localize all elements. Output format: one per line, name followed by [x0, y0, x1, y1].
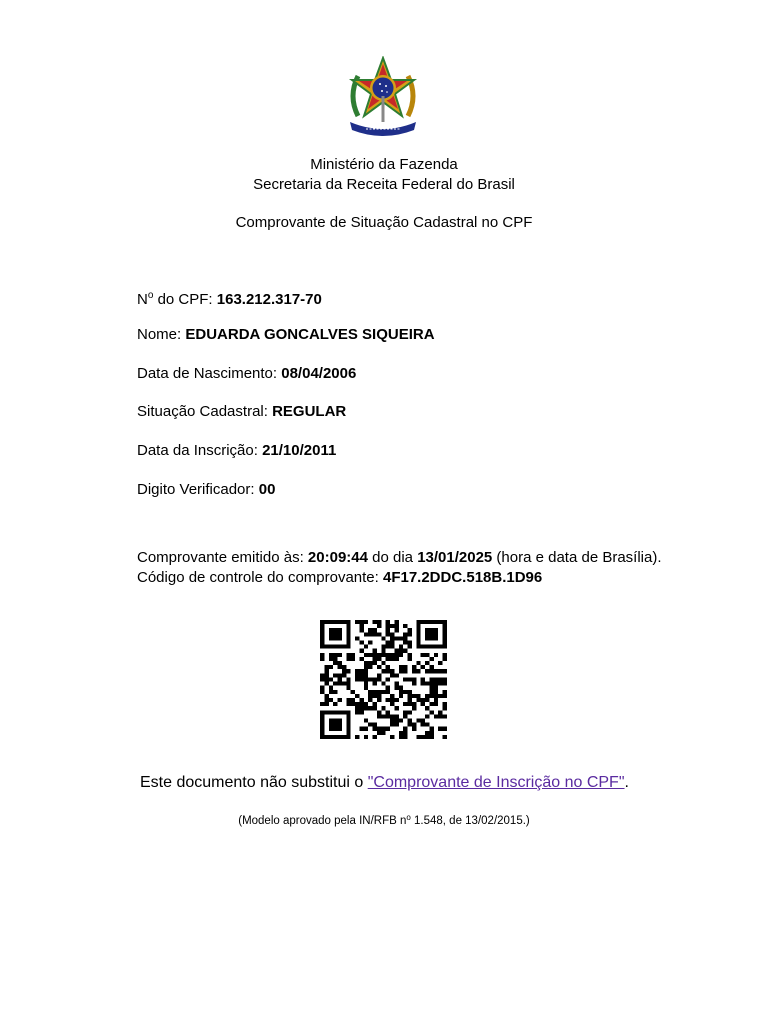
secretariat-title: Secretaria da Receita Federal do Brasil — [253, 176, 515, 193]
check-digit-row — [137, 480, 275, 499]
model-pre: (Modelo aprovado pela IN/RFB n — [238, 815, 407, 827]
model-post: 1.548, de 13/02/2015.) — [410, 815, 530, 827]
emission-row — [137, 548, 662, 567]
control-code: 4F17.2DDC.518B.1D96 — [382, 569, 543, 586]
status-label: Situação Cadastral: — [137, 403, 273, 420]
cpf-label-sup: o — [147, 290, 154, 301]
cpf-value: 163.212.317-70 — [216, 291, 322, 308]
cpf-label-post: do CPF: — [153, 291, 217, 308]
model-sup: o — [406, 813, 411, 822]
emission-date: 13/01/2025 — [417, 549, 493, 566]
name-row — [137, 325, 435, 344]
qr-code — [320, 620, 447, 739]
name-value: EDUARDA GONCALVES SIQUEIRA — [185, 326, 435, 343]
birth-value: 08/04/2006 — [281, 365, 357, 382]
name-label: Nome: — [137, 326, 186, 343]
qr-modules — [320, 620, 447, 739]
status-value: REGULAR — [272, 403, 347, 420]
document-title: Comprovante de Situação Cadastral no CPF — [235, 214, 533, 231]
notice-prefix: Este documento não substitui o — [140, 774, 368, 791]
model-approval-note — [0, 810, 768, 829]
inscription-value: 21/10/2011 — [262, 442, 337, 459]
emission-suffix: (hora e data de Brasília). — [492, 549, 662, 566]
cpf-number-row — [137, 286, 322, 309]
inscription-label: Data da Inscrição: — [137, 442, 263, 459]
digit-value: 00 — [258, 481, 276, 498]
ministry-title: Ministério da Fazenda — [310, 156, 458, 173]
digit-label: Digito Verificador: — [137, 481, 259, 498]
status-row — [137, 402, 346, 421]
notice-row — [140, 773, 629, 793]
control-code-row — [137, 568, 542, 587]
emission-prefix: Comprovante emitido às: — [137, 549, 308, 566]
birth-date-row — [137, 364, 356, 383]
cpf-label-pre: N — [137, 291, 148, 308]
control-label: Código de controle do comprovante: — [137, 569, 383, 586]
inscription-proof-link[interactable]: "Comprovante de Inscrição no CPF" — [367, 774, 625, 791]
emission-mid: do dia — [367, 549, 418, 566]
notice-suffix: . — [624, 774, 629, 791]
birth-label: Data de Nascimento: — [137, 365, 282, 382]
emission-time: 20:09:44 — [307, 549, 368, 566]
brazil-coat-of-arms-icon — [344, 56, 422, 138]
inscription-date-row — [137, 441, 336, 460]
